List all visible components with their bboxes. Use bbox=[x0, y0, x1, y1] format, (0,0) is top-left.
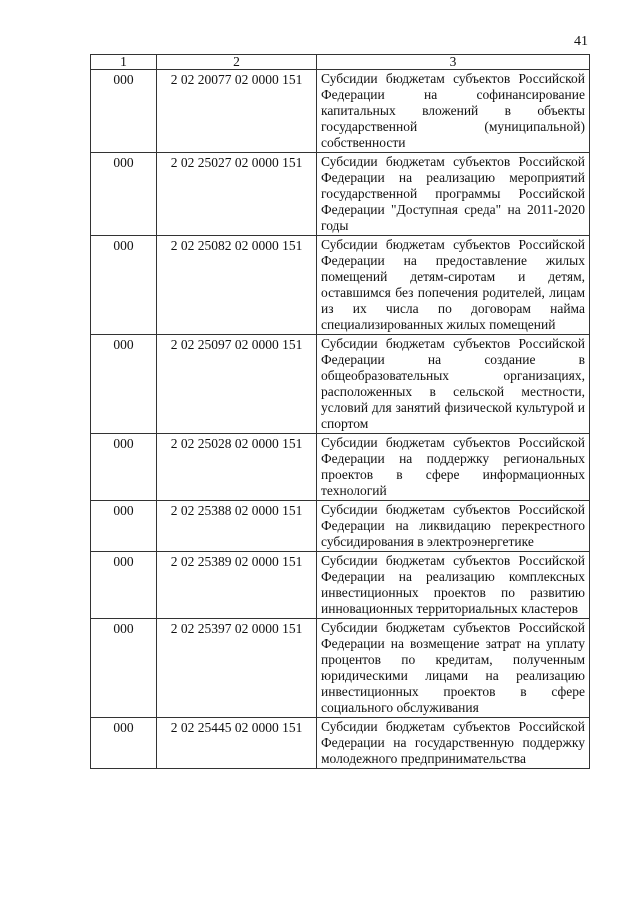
admin-code-cell: 000 bbox=[91, 236, 157, 335]
table-row bbox=[91, 619, 590, 718]
table-row bbox=[91, 153, 590, 236]
admin-code-cell: 000 bbox=[91, 718, 157, 769]
column-header: 2 bbox=[157, 55, 317, 70]
income-name-cell: Субсидии бюджетам субъектов Российской Федерации на создание в общеобразовательных организациях, расположенных в сельской местности, условий для занятий физической культурой и спортом bbox=[317, 335, 590, 434]
admin-code-cell: 000 bbox=[91, 552, 157, 619]
income-name-cell: Субсидии бюджетам субъектов Российской Федерации на возмещение затрат на уплату процентов по кредитам, полученным юридическими лицами на реализацию инвестиционных проектов в сфере социального обслуживания bbox=[317, 619, 590, 718]
admin-code-cell: 000 bbox=[91, 70, 157, 153]
admin-code-cell: 000 bbox=[91, 335, 157, 434]
table-row bbox=[91, 70, 590, 153]
budget-code-cell: 2 02 25389 02 0000 151 bbox=[157, 552, 317, 619]
income-name-cell: Субсидии бюджетам субъектов Российской Федерации на предоставление жилых помещений детям-сиротам и детям, оставшимся без попечения родителей, лицам из их числа по договорам найма специализированных жилых помещений bbox=[317, 236, 590, 335]
budget-code-cell: 2 02 25028 02 0000 151 bbox=[157, 434, 317, 501]
table-row bbox=[91, 434, 590, 501]
income-name-cell: Субсидии бюджетам субъектов Российской Федерации на поддержку региональных проектов в сфере информационных технологий bbox=[317, 434, 590, 501]
income-name-cell: Субсидии бюджетам субъектов Российской Федерации на государственную поддержку молодежного предпринимательства bbox=[317, 718, 590, 769]
column-header: 3 bbox=[317, 55, 590, 70]
table-row bbox=[91, 501, 590, 552]
budget-code-cell: 2 02 25082 02 0000 151 bbox=[157, 236, 317, 335]
budget-code-cell: 2 02 25445 02 0000 151 bbox=[157, 718, 317, 769]
budget-codes-table bbox=[90, 54, 590, 769]
budget-code-cell: 2 02 25097 02 0000 151 bbox=[157, 335, 317, 434]
table-row bbox=[91, 236, 590, 335]
budget-code-cell: 2 02 25027 02 0000 151 bbox=[157, 153, 317, 236]
income-name-cell: Субсидии бюджетам субъектов Российской Федерации на реализацию мероприятий государственной программы Российской Федерации "Доступная среда" на 2011-2020 годы bbox=[317, 153, 590, 236]
budget-code-cell: 2 02 20077 02 0000 151 bbox=[157, 70, 317, 153]
table-row bbox=[91, 718, 590, 769]
income-name-cell: Субсидии бюджетам субъектов Российской Федерации на реализацию комплексных инвестиционных проектов по развитию инновационных территориальных кластеров bbox=[317, 552, 590, 619]
admin-code-cell: 000 bbox=[91, 501, 157, 552]
admin-code-cell: 000 bbox=[91, 434, 157, 501]
income-name-cell: Субсидии бюджетам субъектов Российской Федерации на ликвидацию перекрестного субсидирования в электроэнергетике bbox=[317, 501, 590, 552]
admin-code-cell: 000 bbox=[91, 153, 157, 236]
column-header: 1 bbox=[91, 55, 157, 70]
admin-code-cell: 000 bbox=[91, 619, 157, 718]
income-name-cell: Субсидии бюджетам субъектов Российской Федерации на софинансирование капитальных вложений в объекты государственной (муниципальной) собственности bbox=[317, 70, 590, 153]
budget-code-cell: 2 02 25388 02 0000 151 bbox=[157, 501, 317, 552]
page-number: 41 bbox=[574, 34, 588, 49]
table-row bbox=[91, 552, 590, 619]
budget-code-cell: 2 02 25397 02 0000 151 bbox=[157, 619, 317, 718]
table-row bbox=[91, 335, 590, 434]
table-header-row bbox=[91, 55, 590, 70]
